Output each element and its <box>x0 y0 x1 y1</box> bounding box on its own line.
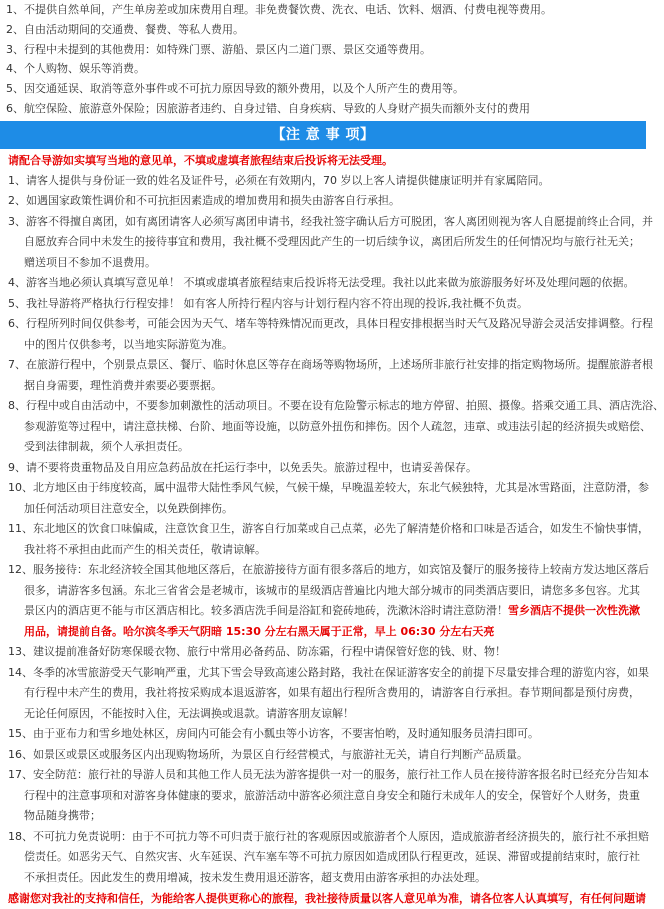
notice-item-18: 18、不可抗力免责说明：由于不可抗力等不可归责于旅行社的客观原因或旅游者个人原因，造成旅游者经济损失的，旅行社不承担赔 偿责任。如恶劣天气、自然灾害、火车延误、汽车塞车等不可抗力原因如造成团队行程更改，延误、滞留或提前结束时，旅行社 不承担责任。因此发生的费用增减，按未发生费用退还游客，超支费用由游客承担的办法处理。 <box>8 829 649 884</box>
notice-item-10: 10、北方地区由于纬度较高，属中温带大陆性季风气候，气候干燥，早晚温差较大，东北气候独特，尤其是冰雪路面，注意防滑，参 加任何活动项目注意安全，以免跌倒摔伤。 <box>8 481 649 515</box>
notice-item-7: 7、在旅游行程中，个别景点景区、餐厅、临时休息区等存在商场等购物场所，上述场所非旅行社安排的指定购物场所。提醒旅游者根 据自身需要，理性消费并索要必要票据。 <box>8 358 653 392</box>
notice-item-14: 14、冬季的冰雪旅游受天气影响严重，尤其下雪会导致高速公路封路，我社在保证游客安全的前提下尽量安排合理的游览内容，如果 有行程中未产生的费用，我社将按采购成本退返游客，如果有超出行程所含费用的，请游客自行承担。春节期间都是预付房费， 无论任何原因，不能按时入住，无法调换或退款。请游客朋友谅解！ <box>8 665 649 720</box>
notice-item-8: 8、行程中或自由活动中，不要参加刺激性的活动项目。不要在设有危险警示标志的地方停留、拍照、摄像。搭乘交通工具、酒店洗浴、 参观游览等过程中，请注意扶梯、台阶、地面等设施，以防意外扭伤和摔伤。因个人疏忽，违章、或违法引起的经济损失或赔偿、 受到法律制裁，须个人承担责任。 <box>8 399 664 454</box>
notice-item-15: 15、由于亚布力和雪乡地处林区，房间内可能会有小瓢虫等小访客，不要害怕哟，及时通知服务员清扫即可。 <box>8 727 539 741</box>
exclusion-item: 1、不提供自然单间，产生单房差或加床费用自理。非免费餐饮费、洗衣、电话、饮料、烟酒、付费电视等费用。 <box>6 3 552 16</box>
thank-you-note: 感谢您对我社的支持和信任，为能给客人提供更称心的旅程，我社接待质量以客人意见单为准，请各位客人认真填写，有任何问题请 <box>8 892 646 906</box>
notice-list <box>0 171 664 889</box>
notice-item-13: 13、建议提前准备好防寒保暖衣物、旅行中常用必备药品、防冻霜，行程中请保管好您的钱、财、物！ <box>8 645 506 659</box>
notice-item-16: 16、如景区或景区或服务区内出现购物场所，为景区自行经营模式，与旅游社无关，请自行判断产品质量。 <box>8 747 528 761</box>
exclusion-item: 4、个人购物、娱乐等消费。 <box>6 62 145 76</box>
notice-item-2: 2、如遇国家政策性调价和不可抗拒因素造成的增加费用和损失由游客自行承担。 <box>8 194 400 208</box>
notice-section-header: 【注 意 事 项】 <box>0 121 646 149</box>
exclusion-item: 3、行程中未提到的其他费用：如特殊门票、游船、景区内二道门票、景区交通等费用。 <box>6 42 431 56</box>
notice-item-9: 9、请不要将贵重物品及自用应急药品放在托运行李中，以免丢失。旅游过程中，也请妥善保存。 <box>8 460 477 474</box>
notice-item-6: 6、行程所列时间仅供参考，可能会因为天气、堵车等特殊情况而更改，具体日程安排根据当时天气及路况导游会灵活安排调整。行程 中的图片仅供参考，以当地实际游览为准。 <box>8 317 653 351</box>
exclusion-item: 6、航空保险、旅游意外保险；因旅游者违约、自身过错、自身疾病、导致的人身财产损失而额外支付的费用 <box>6 101 530 115</box>
notice-item-11: 11、东北地区的饮食口味偏咸，注意饮食卫生，游客自行加菜或自己点菜，必先了解清楚价格和口味是否适合，如发生不愉快事情， 我社将不承担由此而产生的相关责任，敬请谅解。 <box>8 522 649 556</box>
fee-exclusions <box>0 0 646 119</box>
exclusion-item: 5、因交通延误、取消等意外事件或不可抗力原因导致的额外费用，以及个人所产生的费用等。 <box>6 82 464 96</box>
notice-item-1: 1、请客人提供与身份证一致的姓名及证件号，必须在有效期内，70 岁以上客人请提供健康证明并有家属陪同。 <box>8 173 550 187</box>
exclusion-item: 2、自由活动期间的交通费、餐费、等私人费用。 <box>6 22 244 36</box>
notice-item-17: 17、安全防范：旅行社的导游人员和其他工作人员无法为游客提供一对一的服务，旅行社工作人员在接待游客报名时已经充分告知本 行程中的注意事项和对游客身体健康的要求，旅游活动中游客必须注意自身安全和随行未成年人的安全，保管好个人财务，贵重 物品随身携带； <box>8 768 649 823</box>
notice-item-12: 12、服务接待：东北经济较全国其他地区落后，在旅游接待方面有很多落后的地方，如宾馆及餐厅的服务接待上较南方发达地区落后 很多，请游客多包涵。东北三省省会是老城市，该城市的星级酒店普遍比内地大部分城市的同类酒店要旧，请您多多包容。尤其 景区内的酒店更不能与市区酒店相比。较多酒店洗手间是浴缸和瓷砖地砖，洗漱沐浴时请注意防滑！雪乡酒店不提供一次性洗漱 用品，请提前自备。哈尔滨冬季天气阴暗 15:30 分左右黑天属于正常，早上 06:30 分左右天亮 <box>8 563 649 638</box>
notice-item-3: 3、游客不得擅自离团，如有离团请客人必须写离团申请书，经我社签字确认后方可脱团，客人离团则视为客人自愿提前终止合同，并 自愿放弃合同中未发生的接待事宜和费用，我社概不受理因此产生的一切后续争议，离团后所发生的任何情况均与旅行社无关； 赠送项目不参加不退费用。 <box>8 214 653 269</box>
feedback-warning: 请配合导游如实填写当地的意见单，不填或虚填者旅程结束后投诉将无法受理。 <box>8 153 393 167</box>
notice-item-5: 5、我社导游将严格执行行程安排！ 如有客人所持行程内容与计划行程内容不符出现的投诉,我社概不负责。 <box>8 296 528 310</box>
notice-item-4: 4、游客当地必须认真填写意见单！ 不填或虚填者旅程结束后投诉将无法受理。我社以此来做为旅游服务好坏及处理问题的依据。 <box>8 276 635 290</box>
